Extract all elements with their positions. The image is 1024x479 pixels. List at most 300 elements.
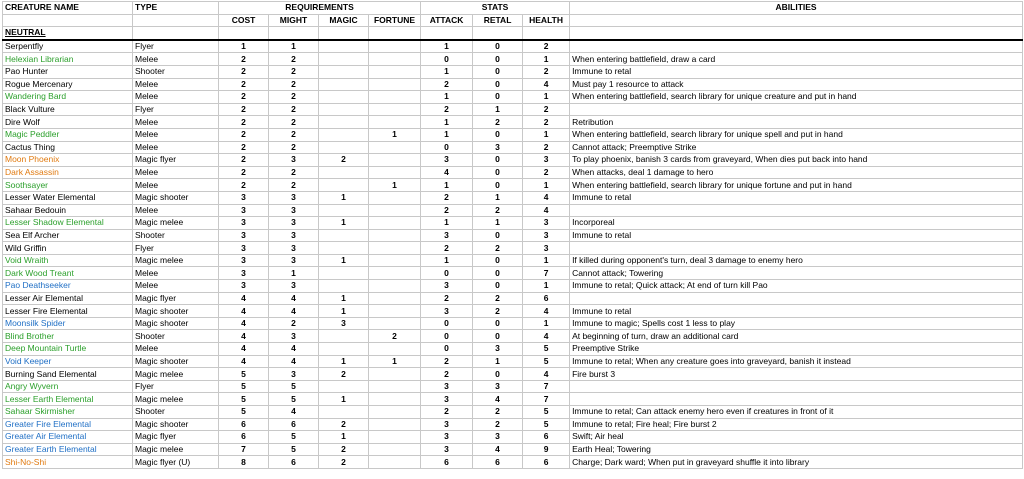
might-cell: 3: [269, 229, 319, 242]
cost-cell: 5: [219, 380, 269, 393]
health-cell: 3: [523, 229, 570, 242]
type-cell: Melee: [133, 78, 219, 91]
table-row: [3, 406, 1023, 419]
health-cell: 1: [523, 280, 570, 293]
header-abilities: ABILITIES: [570, 2, 1023, 15]
magic-cell: 2: [319, 418, 369, 431]
abilities-cell: When entering battlefield, search library for unique fortune and put in hand: [570, 179, 1023, 192]
might-cell: 4: [269, 355, 319, 368]
header-stats: STATS: [421, 2, 570, 15]
creature-name-cell: Rogue Mercenary: [3, 78, 133, 91]
fortune-cell: [369, 229, 421, 242]
table-row: [3, 91, 1023, 104]
creature-name-cell: Lesser Earth Elemental: [3, 393, 133, 406]
fortune-cell: [369, 317, 421, 330]
magic-cell: [319, 280, 369, 293]
table-header: [3, 2, 1023, 27]
table-row: [3, 154, 1023, 167]
health-cell: 1: [523, 53, 570, 66]
cost-cell: 1: [219, 40, 269, 53]
retal-cell: 2: [473, 292, 523, 305]
table-row: [3, 456, 1023, 469]
abilities-cell: Earth Heal; Towering: [570, 443, 1023, 456]
abilities-cell: [570, 242, 1023, 255]
fortune-cell: [369, 380, 421, 393]
retal-cell: 0: [473, 128, 523, 141]
type-cell: Melee: [133, 179, 219, 192]
creature-name-cell: Burning Sand Elemental: [3, 368, 133, 381]
might-cell: 6: [269, 418, 319, 431]
cost-cell: 8: [219, 456, 269, 469]
cost-cell: 3: [219, 191, 269, 204]
header-retal: RETAL: [473, 14, 523, 27]
attack-cell: 2: [421, 78, 473, 91]
abilities-cell: At beginning of turn, draw an additional card: [570, 330, 1023, 343]
magic-cell: [319, 267, 369, 280]
table-row: [3, 368, 1023, 381]
type-cell: Flyer: [133, 40, 219, 53]
fortune-cell: 1: [369, 355, 421, 368]
magic-cell: [319, 406, 369, 419]
creature-name-cell: Deep Mountain Turtle: [3, 343, 133, 356]
health-cell: 2: [523, 116, 570, 129]
type-cell: Shooter: [133, 330, 219, 343]
fortune-cell: [369, 368, 421, 381]
abilities-cell: [570, 292, 1023, 305]
retal-cell: 4: [473, 443, 523, 456]
attack-cell: 3: [421, 280, 473, 293]
creature-name-cell: Shi-No-Shi: [3, 456, 133, 469]
fortune-cell: 1: [369, 128, 421, 141]
table-row: [3, 103, 1023, 116]
table-row: [3, 53, 1023, 66]
table-row: [3, 267, 1023, 280]
attack-cell: 2: [421, 406, 473, 419]
fortune-cell: [369, 254, 421, 267]
might-cell: 3: [269, 254, 319, 267]
attack-cell: 0: [421, 53, 473, 66]
might-cell: 2: [269, 103, 319, 116]
retal-cell: 0: [473, 78, 523, 91]
retal-cell: 0: [473, 254, 523, 267]
health-cell: 6: [523, 431, 570, 444]
fortune-cell: [369, 116, 421, 129]
section-label: NEUTRAL: [3, 27, 133, 40]
abilities-cell: Retribution: [570, 116, 1023, 129]
cost-cell: 4: [219, 330, 269, 343]
health-cell: 1: [523, 317, 570, 330]
table-row: [3, 418, 1023, 431]
table-body: [3, 27, 1023, 469]
magic-cell: [319, 78, 369, 91]
abilities-cell: Must pay 1 resource to attack: [570, 78, 1023, 91]
health-cell: 4: [523, 330, 570, 343]
abilities-cell: Fire burst 3: [570, 368, 1023, 381]
magic-cell: 1: [319, 191, 369, 204]
retal-cell: 1: [473, 103, 523, 116]
retal-cell: 3: [473, 431, 523, 444]
attack-cell: 0: [421, 343, 473, 356]
cost-cell: 2: [219, 179, 269, 192]
magic-cell: [319, 179, 369, 192]
type-cell: Melee: [133, 128, 219, 141]
might-cell: 2: [269, 78, 319, 91]
fortune-cell: [369, 78, 421, 91]
health-cell: 4: [523, 191, 570, 204]
health-cell: 1: [523, 91, 570, 104]
might-cell: 2: [269, 53, 319, 66]
table-row: [3, 204, 1023, 217]
creature-table: [2, 1, 1023, 469]
creature-name-cell: Magic Peddler: [3, 128, 133, 141]
fortune-cell: [369, 418, 421, 431]
magic-cell: 2: [319, 443, 369, 456]
fortune-cell: [369, 141, 421, 154]
fortune-cell: [369, 443, 421, 456]
abilities-cell: When entering battlefield, search library for unique spell and put in hand: [570, 128, 1023, 141]
retal-cell: 2: [473, 406, 523, 419]
health-cell: 5: [523, 355, 570, 368]
magic-cell: [319, 116, 369, 129]
type-cell: Shooter: [133, 229, 219, 242]
magic-cell: [319, 40, 369, 53]
abilities-cell: Swift; Air heal: [570, 431, 1023, 444]
table-row: [3, 141, 1023, 154]
fortune-cell: [369, 40, 421, 53]
creature-name-cell: Wild Griffin: [3, 242, 133, 255]
header-type: TYPE: [133, 2, 219, 15]
abilities-cell: [570, 204, 1023, 217]
cost-cell: 5: [219, 393, 269, 406]
fortune-cell: [369, 217, 421, 230]
header-might: MIGHT: [269, 14, 319, 27]
health-cell: 1: [523, 128, 570, 141]
health-cell: 7: [523, 267, 570, 280]
creature-name-cell: Greater Air Elemental: [3, 431, 133, 444]
type-cell: Magic shooter: [133, 305, 219, 318]
creature-name-cell: Cactus Thing: [3, 141, 133, 154]
cost-cell: 6: [219, 431, 269, 444]
health-cell: 1: [523, 254, 570, 267]
might-cell: 2: [269, 91, 319, 104]
type-cell: Magic flyer: [133, 292, 219, 305]
fortune-cell: [369, 166, 421, 179]
attack-cell: 6: [421, 456, 473, 469]
health-cell: 4: [523, 204, 570, 217]
retal-cell: 0: [473, 317, 523, 330]
table-row: [3, 317, 1023, 330]
retal-cell: 2: [473, 305, 523, 318]
table-row: [3, 191, 1023, 204]
retal-cell: 0: [473, 267, 523, 280]
attack-cell: 3: [421, 154, 473, 167]
cost-cell: 3: [219, 254, 269, 267]
section-row: [3, 27, 1023, 40]
retal-cell: 3: [473, 343, 523, 356]
cost-cell: 2: [219, 141, 269, 154]
type-cell: Magic flyer: [133, 431, 219, 444]
attack-cell: 2: [421, 242, 473, 255]
cost-cell: 2: [219, 166, 269, 179]
retal-cell: 0: [473, 166, 523, 179]
might-cell: 2: [269, 179, 319, 192]
creature-name-cell: Angry Wyvern: [3, 380, 133, 393]
health-cell: 2: [523, 166, 570, 179]
retal-cell: 3: [473, 141, 523, 154]
creature-name-cell: Helexian Librarian: [3, 53, 133, 66]
retal-cell: 4: [473, 393, 523, 406]
might-cell: 3: [269, 154, 319, 167]
header-cost: COST: [219, 14, 269, 27]
table-row: [3, 355, 1023, 368]
magic-cell: [319, 141, 369, 154]
attack-cell: 2: [421, 355, 473, 368]
cost-cell: 2: [219, 65, 269, 78]
creature-name-cell: Dark Assassin: [3, 166, 133, 179]
cost-cell: 2: [219, 53, 269, 66]
abilities-cell: Charge; Dark ward; When put in graveyard shuffle it into library: [570, 456, 1023, 469]
magic-cell: [319, 65, 369, 78]
magic-cell: 3: [319, 317, 369, 330]
attack-cell: 3: [421, 380, 473, 393]
table-row: [3, 166, 1023, 179]
cost-cell: 2: [219, 128, 269, 141]
might-cell: 4: [269, 305, 319, 318]
magic-cell: [319, 53, 369, 66]
health-cell: 1: [523, 179, 570, 192]
table-row: [3, 380, 1023, 393]
abilities-cell: When attacks, deal 1 damage to hero: [570, 166, 1023, 179]
abilities-cell: If killed during opponent's turn, deal 3 damage to enemy hero: [570, 254, 1023, 267]
fortune-cell: [369, 456, 421, 469]
abilities-cell: Immune to retal: [570, 65, 1023, 78]
retal-cell: 0: [473, 53, 523, 66]
header-blank: [133, 14, 219, 27]
abilities-cell: Immune to retal; Fire heal; Fire burst 2: [570, 418, 1023, 431]
creature-name-cell: Dark Wood Treant: [3, 267, 133, 280]
cost-cell: 3: [219, 242, 269, 255]
table-row: [3, 254, 1023, 267]
cost-cell: 2: [219, 116, 269, 129]
creature-name-cell: Soothsayer: [3, 179, 133, 192]
table-row: [3, 343, 1023, 356]
abilities-cell: Immune to retal; Quick attack; At end of turn kill Pao: [570, 280, 1023, 293]
attack-cell: 2: [421, 292, 473, 305]
might-cell: 3: [269, 242, 319, 255]
health-cell: 4: [523, 305, 570, 318]
might-cell: 2: [269, 128, 319, 141]
retal-cell: 0: [473, 40, 523, 53]
retal-cell: 0: [473, 91, 523, 104]
cost-cell: 4: [219, 305, 269, 318]
cost-cell: 3: [219, 217, 269, 230]
creature-name-cell: Lesser Air Elemental: [3, 292, 133, 305]
attack-cell: 3: [421, 443, 473, 456]
health-cell: 2: [523, 103, 570, 116]
abilities-cell: [570, 393, 1023, 406]
fortune-cell: [369, 280, 421, 293]
type-cell: Shooter: [133, 406, 219, 419]
attack-cell: 1: [421, 116, 473, 129]
magic-cell: [319, 229, 369, 242]
fortune-cell: [369, 242, 421, 255]
health-cell: 4: [523, 78, 570, 91]
creature-name-cell: Wandering Bard: [3, 91, 133, 104]
health-cell: 6: [523, 292, 570, 305]
table-row: [3, 78, 1023, 91]
magic-cell: 1: [319, 292, 369, 305]
magic-cell: [319, 343, 369, 356]
creature-name-cell: Serpentfly: [3, 40, 133, 53]
abilities-cell: [570, 40, 1023, 53]
fortune-cell: [369, 91, 421, 104]
fortune-cell: [369, 204, 421, 217]
health-cell: 5: [523, 418, 570, 431]
might-cell: 3: [269, 330, 319, 343]
creature-name-cell: Black Vulture: [3, 103, 133, 116]
retal-cell: 1: [473, 355, 523, 368]
header-fortune: FORTUNE: [369, 14, 421, 27]
creature-name-cell: Sahaar Skirmisher: [3, 406, 133, 419]
table-row: [3, 242, 1023, 255]
might-cell: 2: [269, 166, 319, 179]
creature-name-cell: Sahaar Bedouin: [3, 204, 133, 217]
creature-name-cell: Void Wraith: [3, 254, 133, 267]
might-cell: 4: [269, 343, 319, 356]
abilities-cell: Immune to retal; Can attack enemy hero even if creatures in front of it: [570, 406, 1023, 419]
type-cell: Melee: [133, 204, 219, 217]
fortune-cell: 1: [369, 179, 421, 192]
retal-cell: 0: [473, 179, 523, 192]
type-cell: Melee: [133, 91, 219, 104]
might-cell: 5: [269, 431, 319, 444]
table-row: [3, 330, 1023, 343]
might-cell: 2: [269, 116, 319, 129]
might-cell: 3: [269, 368, 319, 381]
cost-cell: 6: [219, 418, 269, 431]
magic-cell: [319, 103, 369, 116]
abilities-cell: Preemptive Strike: [570, 343, 1023, 356]
retal-cell: 0: [473, 229, 523, 242]
cost-cell: 3: [219, 204, 269, 217]
health-cell: 3: [523, 217, 570, 230]
table-row: [3, 305, 1023, 318]
attack-cell: 1: [421, 217, 473, 230]
creature-name-cell: Sea Elf Archer: [3, 229, 133, 242]
table-row: [3, 128, 1023, 141]
attack-cell: 1: [421, 65, 473, 78]
table-row: [3, 179, 1023, 192]
cost-cell: 2: [219, 78, 269, 91]
magic-cell: [319, 242, 369, 255]
health-cell: 3: [523, 242, 570, 255]
attack-cell: 1: [421, 128, 473, 141]
attack-cell: 3: [421, 229, 473, 242]
header-requirements: REQUIREMENTS: [219, 2, 421, 15]
type-cell: Magic melee: [133, 443, 219, 456]
cost-cell: 4: [219, 292, 269, 305]
abilities-cell: Cannot attack; Towering: [570, 267, 1023, 280]
type-cell: Magic flyer (U): [133, 456, 219, 469]
retal-cell: 0: [473, 65, 523, 78]
attack-cell: 1: [421, 40, 473, 53]
might-cell: 4: [269, 406, 319, 419]
might-cell: 2: [269, 65, 319, 78]
might-cell: 1: [269, 267, 319, 280]
type-cell: Melee: [133, 53, 219, 66]
creature-name-cell: Moon Phoenix: [3, 154, 133, 167]
table-row: [3, 393, 1023, 406]
attack-cell: 2: [421, 204, 473, 217]
type-cell: Melee: [133, 343, 219, 356]
health-cell: 2: [523, 141, 570, 154]
type-cell: Melee: [133, 116, 219, 129]
health-cell: 9: [523, 443, 570, 456]
cost-cell: 3: [219, 280, 269, 293]
header-blank: [3, 14, 133, 27]
fortune-cell: [369, 431, 421, 444]
abilities-cell: When entering battlefield, search library for unique creature and put in hand: [570, 91, 1023, 104]
health-cell: 3: [523, 154, 570, 167]
type-cell: Melee: [133, 141, 219, 154]
magic-cell: 2: [319, 154, 369, 167]
table-row: [3, 116, 1023, 129]
fortune-cell: 2: [369, 330, 421, 343]
creature-name-cell: Greater Fire Elemental: [3, 418, 133, 431]
might-cell: 3: [269, 280, 319, 293]
table-row: [3, 431, 1023, 444]
type-cell: Flyer: [133, 242, 219, 255]
retal-cell: 2: [473, 116, 523, 129]
table-row: [3, 217, 1023, 230]
attack-cell: 2: [421, 103, 473, 116]
fortune-cell: [369, 406, 421, 419]
retal-cell: 2: [473, 204, 523, 217]
cost-cell: 5: [219, 406, 269, 419]
header-blank: [570, 14, 1023, 27]
abilities-cell: Immune to retal; When any creature goes into graveyard, banish it instead: [570, 355, 1023, 368]
retal-cell: 6: [473, 456, 523, 469]
fortune-cell: [369, 154, 421, 167]
table-row: [3, 443, 1023, 456]
attack-cell: 0: [421, 330, 473, 343]
type-cell: Magic melee: [133, 368, 219, 381]
attack-cell: 3: [421, 305, 473, 318]
type-cell: Magic shooter: [133, 418, 219, 431]
creature-name-cell: Pao Hunter: [3, 65, 133, 78]
cost-cell: 3: [219, 229, 269, 242]
creature-name-cell: Greater Earth Elemental: [3, 443, 133, 456]
magic-cell: [319, 166, 369, 179]
attack-cell: 1: [421, 91, 473, 104]
cost-cell: 5: [219, 368, 269, 381]
fortune-cell: [369, 343, 421, 356]
fortune-cell: [369, 103, 421, 116]
abilities-cell: [570, 103, 1023, 116]
type-cell: Magic melee: [133, 393, 219, 406]
creature-name-cell: Lesser Water Elemental: [3, 191, 133, 204]
might-cell: 2: [269, 141, 319, 154]
magic-cell: 2: [319, 368, 369, 381]
abilities-cell: Immune to retal: [570, 191, 1023, 204]
might-cell: 6: [269, 456, 319, 469]
type-cell: Flyer: [133, 380, 219, 393]
health-cell: 6: [523, 456, 570, 469]
attack-cell: 1: [421, 254, 473, 267]
magic-cell: [319, 380, 369, 393]
health-cell: 5: [523, 406, 570, 419]
type-cell: Melee: [133, 267, 219, 280]
